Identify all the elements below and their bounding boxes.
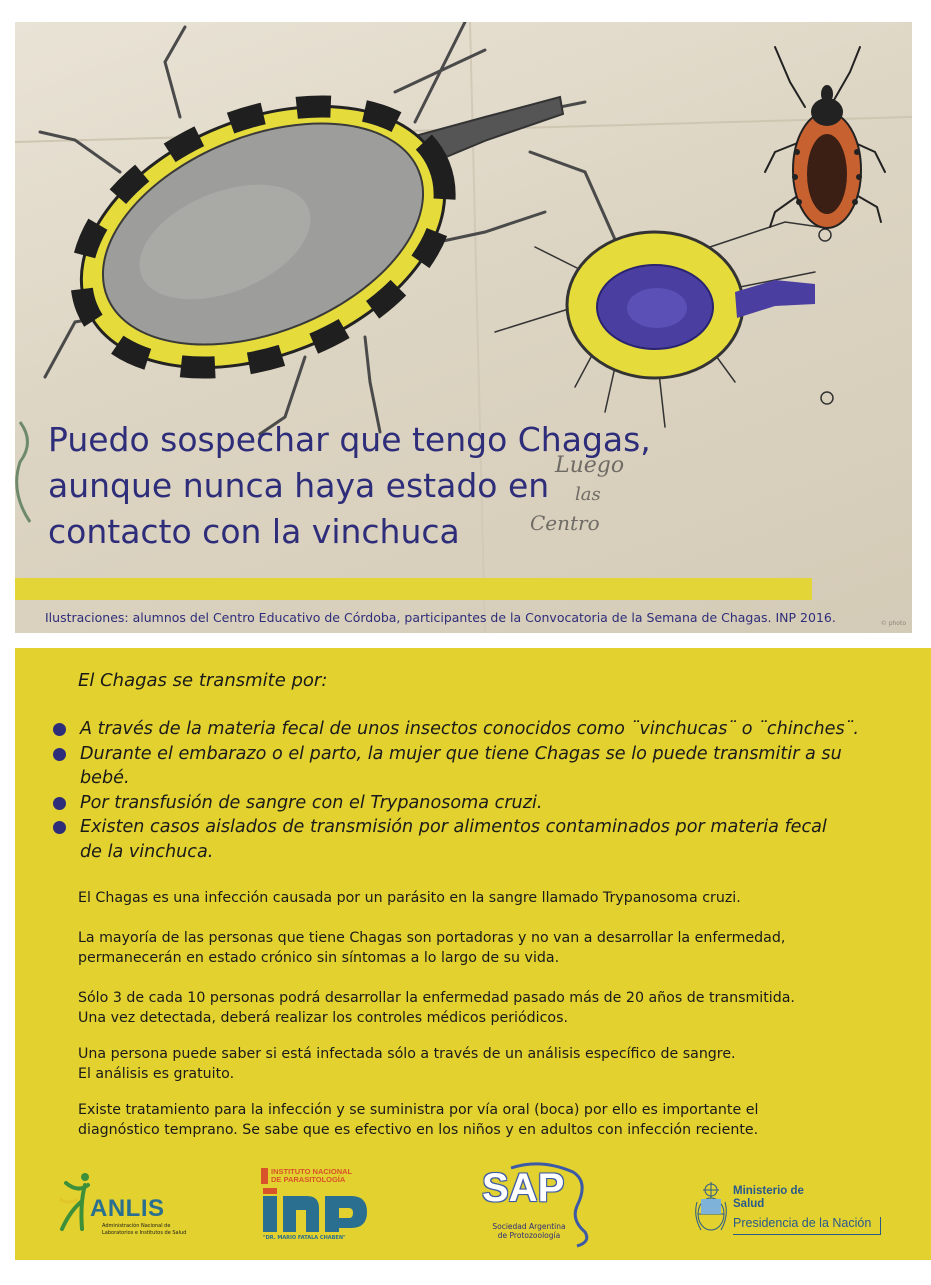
ministerio-bracket — [880, 1217, 881, 1235]
bullet-dot-icon — [53, 797, 66, 810]
ministerio-underline — [733, 1234, 881, 1235]
paragraph-diagnosis: Una persona puede saber si está infectada sólo a través de un análisis específico de sangre. El análisis es gratuito. — [78, 1046, 736, 1082]
sap-logo: SAP Sociedad Argentina de Protozoología — [481, 1162, 601, 1252]
illustration-panel — [15, 22, 912, 633]
transmission-intro: El Chagas se transmite por: — [78, 670, 328, 691]
drawing-word-3: Centro — [530, 511, 600, 535]
photo-credit: © photo — [880, 620, 906, 627]
ministerio-salud-logo: Ministerio de Salud Presidencia de la Nación — [693, 1180, 923, 1244]
drawing-word-1: Luego — [555, 453, 625, 478]
list-item: Durante el embarazo o el parto, la mujer que tiene Chagas se lo puede transmitir a su bebé. — [53, 742, 931, 791]
national-coat-of-arms-icon — [693, 1182, 729, 1238]
list-item: Por transfusión de sangre con el Trypanosoma cruzi. — [53, 791, 931, 816]
inp-mark-icon — [261, 1168, 268, 1184]
headline-line-1: Puedo sospechar que tengo Chagas, — [48, 420, 651, 459]
info-panel — [15, 648, 931, 1260]
list-item: Existen casos aislados de transmisión por alimentos contaminados por materia fecal de la vinchuca. — [53, 815, 931, 864]
headline-line-2: aunque nunca haya estado en — [48, 466, 550, 505]
drawing-word-2: las — [575, 484, 601, 505]
paragraph-carriers: La mayoría de las personas que tiene Chagas son portadoras y no van a desarrollar la enfermedad, permanecerán en estado crónico sin síntomas a lo largo de su vida. — [78, 930, 786, 966]
paragraph-treatment: Existe tratamiento para la infección y se suministra por vía oral (boca) por ello es importante el diagnóstico temprano. Se sabe que es efectivo en los niños y en adultos con infección reciente. — [78, 1102, 759, 1138]
paragraph-development: Sólo 3 de cada 10 personas podrá desarrollar la enfermedad pasado más de 20 años de transmitida. Una vez detectada, deberá realizar los controles médicos periódicos. — [78, 990, 795, 1026]
inp-letters-icon — [263, 1188, 371, 1232]
vinchuca-photo — [765, 47, 885, 228]
yellow-divider — [15, 578, 812, 600]
inp-logo: INSTITUTO NACIONAL DE PARASITOLOGÍA "DR. MARIO FATALA CHABEN" — [261, 1168, 381, 1248]
bullet-dot-icon — [53, 748, 66, 761]
bullet-dot-icon — [53, 723, 66, 736]
anlis-logo: ANLIS Administración Nacional de Laboratorios e Institutos de Salud — [58, 1171, 188, 1241]
poster-headline — [48, 417, 768, 555]
list-item: A través de la materia fecal de unos insectos conocidos como ¨vinchucas¨ o ¨chinches¨. — [53, 717, 931, 742]
paragraph-cause: El Chagas es una infección causada por un parásito en la sangre llamado Trypanosoma cruzi. — [78, 890, 741, 906]
headline-line-3: contacto con la vinchuca — [48, 512, 460, 551]
illustration-credits: Ilustraciones: alumnos del Centro Educativo de Córdoba, participantes de la Convocatoria de la Semana de Chagas. INP 2016. — [45, 610, 836, 625]
transmission-list — [53, 717, 931, 864]
bullet-dot-icon — [53, 821, 66, 834]
